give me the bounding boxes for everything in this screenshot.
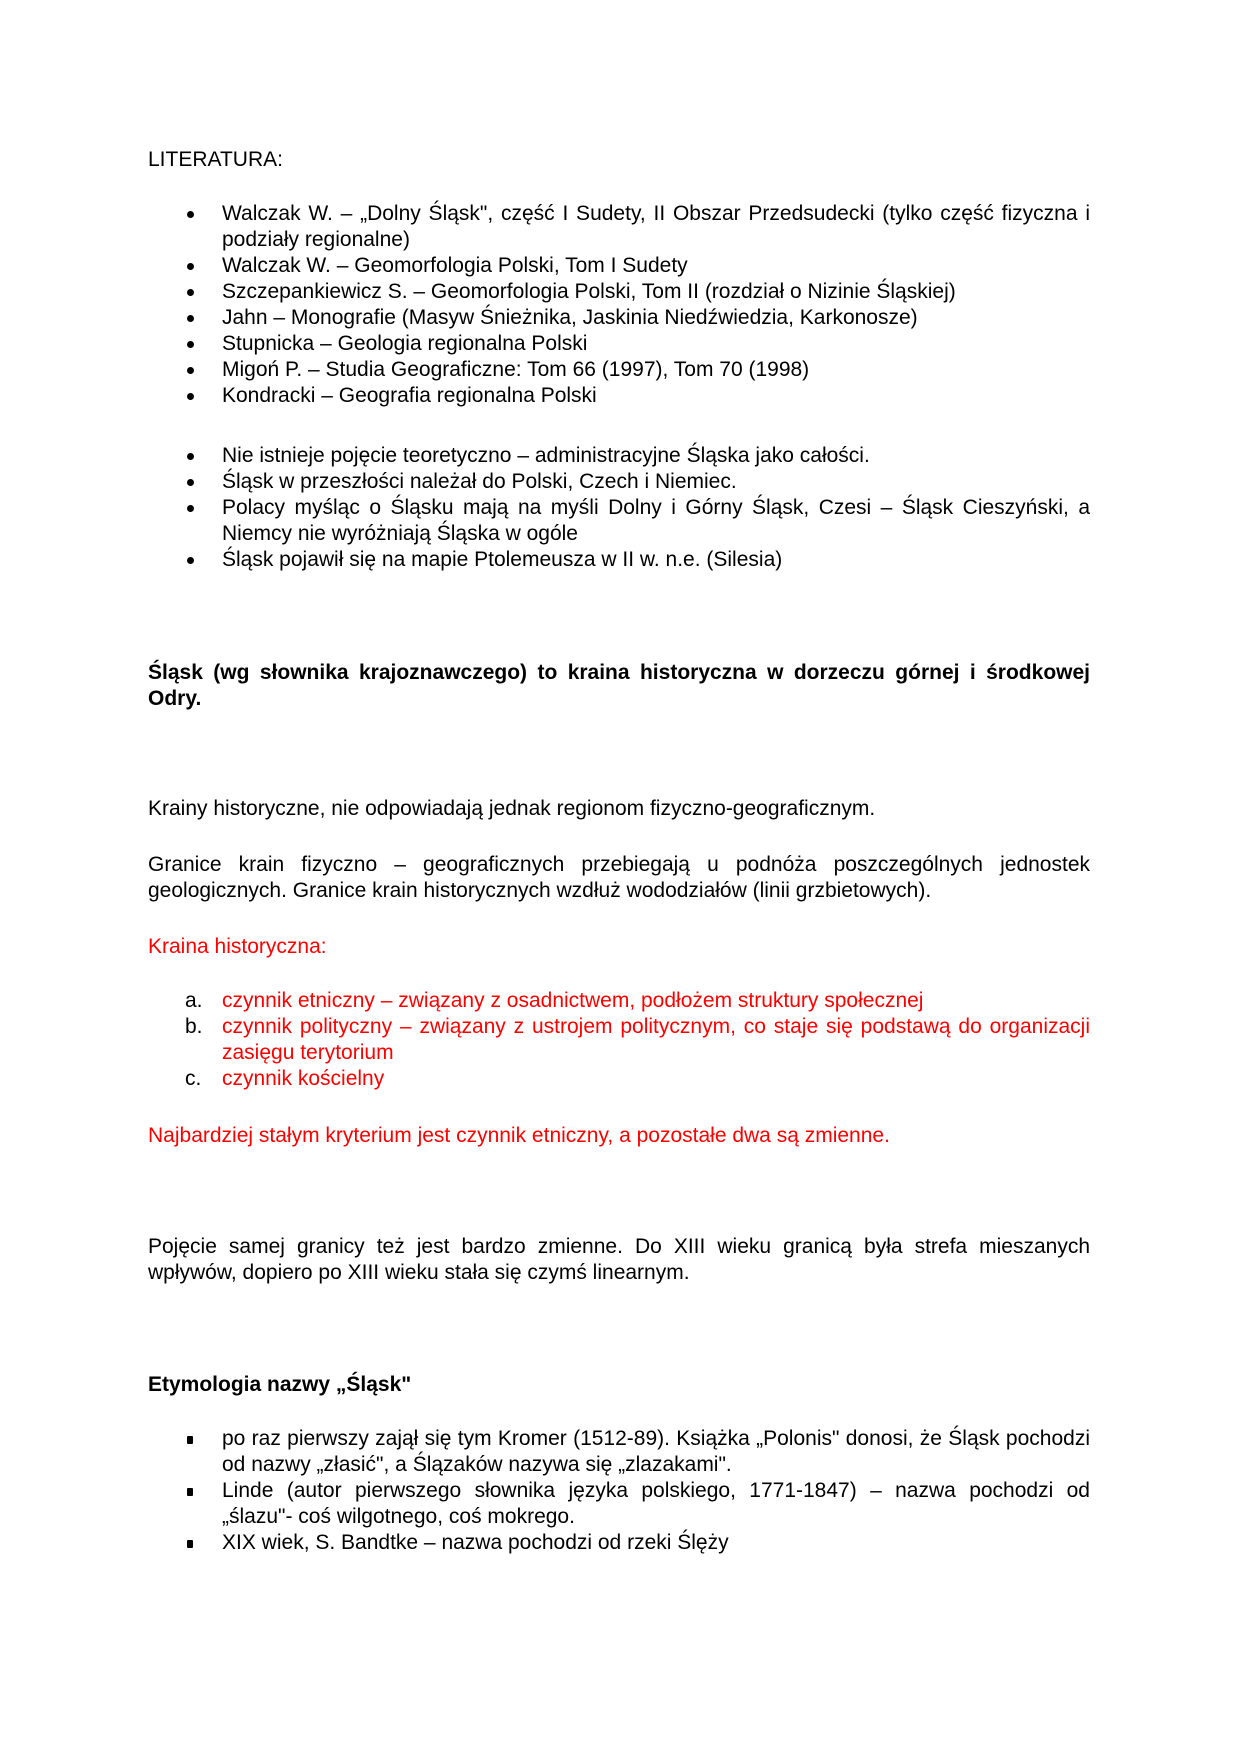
bullet-icon	[187, 505, 194, 512]
list-item: XIX wiek, S. Bandtke – nazwa pochodzi od rzeki Ślęży	[148, 1530, 1090, 1556]
bullet-icon	[187, 315, 194, 322]
bullet-icon	[187, 1436, 193, 1444]
list-item: Kondracki – Geografia regionalna Polski	[148, 383, 1090, 409]
list-item: Migoń P. – Studia Geograficzne: Tom 66 (1997), Tom 70 (1998)	[148, 357, 1090, 383]
bullet-icon	[187, 479, 194, 486]
paragraph-granica: Pojęcie samej granicy też jest bardzo zmienne. Do XIII wieku granicą była strefa mieszanych wpływów, dopiero po XIII wieku stała się czymś linearnym.	[148, 1235, 1090, 1284]
bullet-icon	[187, 557, 194, 564]
bullet-icon	[187, 263, 194, 270]
list-item: Jahn – Monografie (Masyw Śnieżnika, Jaskinia Niedźwiedzia, Karkonosze)	[148, 305, 1090, 331]
list-item: Linde (autor pierwszego słownika języka polskiego, 1771-1847) – nazwa pochodzi od „ślazu"- coś wilgotnego, coś mokrego.	[148, 1478, 1090, 1530]
literature-list	[148, 201, 1090, 409]
list-item: Stupnicka – Geologia regionalna Polski	[148, 331, 1090, 357]
bullet-icon	[187, 341, 194, 348]
kraina-heading: Kraina historyczna:	[148, 935, 327, 958]
list-marker: c.	[185, 1067, 202, 1090]
list-marker: b.	[185, 1015, 203, 1038]
bullet-icon	[187, 1540, 193, 1548]
list-item: Śląsk w przeszłości należał do Polski, Czech i Niemiec.	[148, 469, 1090, 495]
facts-list	[148, 443, 1090, 573]
bullet-icon	[187, 393, 194, 400]
list-item: a. czynnik etniczny – związany z osadnictwem, podłożem struktury społecznej	[185, 989, 924, 1012]
paragraph-krainy: Krainy historyczne, nie odpowiadają jednak regionom fizyczno-geograficznym.	[148, 797, 876, 820]
list-item: Walczak W. – „Dolny Śląsk", część I Sudety, II Obszar Przedsudecki (tylko część fizyczna i podziały regionalne)	[148, 201, 1090, 253]
list-marker: a.	[185, 989, 203, 1012]
list-item: Nie istnieje pojęcie teoretyczno – administracyjne Śląska jako całości.	[148, 443, 1090, 469]
bullet-icon	[187, 289, 194, 296]
list-item: po raz pierwszy zajął się tym Kromer (1512-89). Książka „Polonis" donosi, że Śląsk pochodzi od nazwy „złasić", a Ślązaków nazywa się „zlazakami".	[148, 1426, 1090, 1478]
etymology-list	[148, 1426, 1090, 1556]
list-item: b. czynnik polityczny – związany z ustrojem politycznym, co staje się podstawą do organizacji zasięgu terytorium	[185, 1015, 1090, 1064]
bullet-icon	[187, 367, 194, 374]
list-item: Szczepankiewicz S. – Geomorfologia Polski, Tom II (rozdział o Nizinie Śląskiej)	[148, 279, 1090, 305]
criterion-paragraph: Najbardziej stałym kryterium jest czynnik etniczny, a pozostałe dwa są zmienne.	[148, 1124, 890, 1147]
bullet-icon	[187, 211, 194, 218]
etymology-heading: Etymologia nazwy „Śląsk"	[148, 1373, 412, 1396]
list-item: c. czynnik kościelny	[185, 1067, 385, 1090]
paragraph-granice: Granice krain fizyczno – geograficznych przebiegają u podnóża poszczególnych jednostek geologicznych. Granice krain historycznych wzdłuż wododziałów (linii grzbietowych).	[148, 853, 1090, 902]
bullet-icon	[187, 453, 194, 460]
list-item: Walczak W. – Geomorfologia Polski, Tom I Sudety	[148, 253, 1090, 279]
definition-paragraph: Śląsk (wg słownika krajoznawczego) to kraina historyczna w dorzeczu górnej i środkowej Odry.	[148, 661, 1090, 710]
bullet-icon	[187, 1488, 193, 1496]
literature-heading: LITERATURA:	[148, 148, 283, 171]
list-item: Śląsk pojawił się na mapie Ptolemeusza w II w. n.e. (Silesia)	[148, 547, 1090, 573]
factors-list	[148, 988, 1090, 1092]
list-item: Polacy myśląc o Śląsku mają na myśli Dolny i Górny Śląsk, Czesi – Śląsk Cieszyński, a Niemcy nie wyróżniają Śląska w ogóle	[148, 495, 1090, 547]
